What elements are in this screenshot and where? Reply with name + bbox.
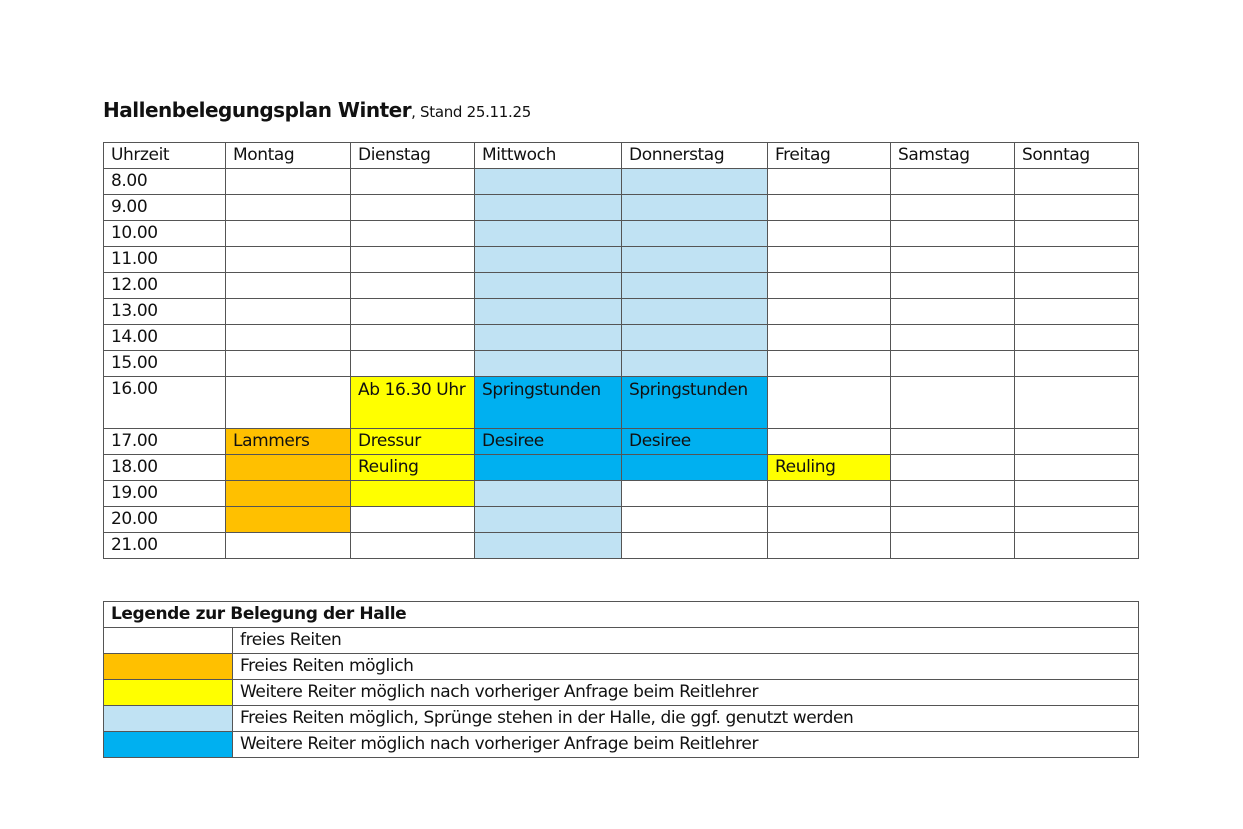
slot-donnerstag: [622, 455, 768, 481]
slot-montag: [226, 377, 351, 429]
slot-sonntag: [1015, 507, 1139, 533]
time-row: [104, 507, 1139, 533]
slot-donnerstag: [622, 221, 768, 247]
time-row: [104, 195, 1139, 221]
legend-row: [104, 732, 1139, 758]
slot-montag: [226, 351, 351, 377]
slot-samstag: [891, 351, 1015, 377]
slot-donnerstag: Springstunden: [622, 377, 768, 429]
slot-donnerstag: [622, 195, 768, 221]
time-label: 15.00: [104, 351, 226, 377]
header-sonntag: Sonntag: [1015, 143, 1139, 169]
slot-donnerstag: Desiree: [622, 429, 768, 455]
legend-swatch-yellow: [104, 680, 233, 706]
slot-mittwoch: [475, 351, 622, 377]
slot-sonntag: [1015, 195, 1139, 221]
slot-freitag: [768, 325, 891, 351]
time-label: 11.00: [104, 247, 226, 273]
slot-samstag: [891, 455, 1015, 481]
title-date: , Stand 25.11.25: [411, 103, 532, 121]
slot-dienstag: [351, 507, 475, 533]
slot-mittwoch: [475, 325, 622, 351]
page-title: [103, 98, 531, 122]
slot-freitag: [768, 273, 891, 299]
legend-swatch-white: [104, 628, 233, 654]
slot-freitag: [768, 481, 891, 507]
slot-donnerstag: [622, 533, 768, 559]
slot-sonntag: [1015, 299, 1139, 325]
slot-montag: [226, 273, 351, 299]
slot-samstag: [891, 221, 1015, 247]
slot-montag: [226, 299, 351, 325]
time-label: 20.00: [104, 507, 226, 533]
schedule-table: [103, 142, 1139, 559]
slot-mittwoch: Springstunden: [475, 377, 622, 429]
time-row: [104, 221, 1139, 247]
time-label: 21.00: [104, 533, 226, 559]
slot-dienstag: [351, 195, 475, 221]
slot-samstag: [891, 507, 1015, 533]
time-label: 14.00: [104, 325, 226, 351]
slot-mittwoch: [475, 533, 622, 559]
slot-donnerstag: [622, 481, 768, 507]
slot-montag: [226, 325, 351, 351]
slot-montag: [226, 195, 351, 221]
slot-mittwoch: [475, 455, 622, 481]
time-row: [104, 247, 1139, 273]
slot-samstag: [891, 195, 1015, 221]
slot-donnerstag: [622, 273, 768, 299]
slot-samstag: [891, 299, 1015, 325]
time-label: 12.00: [104, 273, 226, 299]
legend-label: Weitere Reiter möglich nach vorheriger Anfrage beim Reitlehrer: [233, 732, 1139, 758]
slot-dienstag: [351, 533, 475, 559]
time-label: 9.00: [104, 195, 226, 221]
slot-samstag: [891, 169, 1015, 195]
slot-mittwoch: [475, 481, 622, 507]
slot-dienstag: Ab 16.30 Uhr: [351, 377, 475, 429]
time-label: 17.00: [104, 429, 226, 455]
time-row: [104, 455, 1139, 481]
slot-sonntag: [1015, 325, 1139, 351]
slot-montag: [226, 247, 351, 273]
slot-donnerstag: [622, 169, 768, 195]
slot-sonntag: [1015, 481, 1139, 507]
legend-label: Freies Reiten möglich: [233, 654, 1139, 680]
slot-donnerstag: [622, 507, 768, 533]
title-main: Hallenbelegungsplan Winter: [103, 98, 412, 122]
time-label: 16.00: [104, 377, 226, 429]
time-row: [104, 377, 1139, 429]
slot-freitag: [768, 351, 891, 377]
slot-donnerstag: [622, 299, 768, 325]
slot-donnerstag: [622, 247, 768, 273]
slot-freitag: Reuling: [768, 455, 891, 481]
slot-montag: [226, 533, 351, 559]
header-mittwoch: Mittwoch: [475, 143, 622, 169]
slot-samstag: [891, 325, 1015, 351]
time-row: [104, 325, 1139, 351]
slot-sonntag: [1015, 273, 1139, 299]
slot-sonntag: [1015, 455, 1139, 481]
slot-dienstag: [351, 169, 475, 195]
slot-mittwoch: [475, 273, 622, 299]
legend-title: Legende zur Belegung der Halle: [104, 602, 1139, 628]
slot-sonntag: [1015, 533, 1139, 559]
legend-table: [103, 601, 1139, 758]
header-row: [104, 143, 1139, 169]
header-montag: Montag: [226, 143, 351, 169]
slot-dienstag: [351, 351, 475, 377]
slot-samstag: [891, 247, 1015, 273]
slot-freitag: [768, 507, 891, 533]
slot-dienstag: [351, 481, 475, 507]
slot-samstag: [891, 533, 1015, 559]
legend-row: [104, 706, 1139, 732]
slot-mittwoch: [475, 221, 622, 247]
legend-swatch-light-blue: [104, 706, 233, 732]
slot-freitag: [768, 247, 891, 273]
slot-montag: [226, 169, 351, 195]
slot-mittwoch: [475, 247, 622, 273]
legend-swatch-blue: [104, 732, 233, 758]
slot-sonntag: [1015, 429, 1139, 455]
slot-freitag: [768, 533, 891, 559]
header-dienstag: Dienstag: [351, 143, 475, 169]
slot-mittwoch: [475, 299, 622, 325]
time-label: 19.00: [104, 481, 226, 507]
slot-montag: [226, 221, 351, 247]
time-row: [104, 429, 1139, 455]
slot-dienstag: Dressur: [351, 429, 475, 455]
slot-montag: [226, 507, 351, 533]
slot-donnerstag: [622, 325, 768, 351]
slot-sonntag: [1015, 377, 1139, 429]
time-row: [104, 351, 1139, 377]
slot-sonntag: [1015, 221, 1139, 247]
time-label: 10.00: [104, 221, 226, 247]
time-label: 13.00: [104, 299, 226, 325]
slot-mittwoch: [475, 507, 622, 533]
header-uhrzeit: Uhrzeit: [104, 143, 226, 169]
slot-dienstag: [351, 221, 475, 247]
legend-row: [104, 654, 1139, 680]
legend-swatch-orange: [104, 654, 233, 680]
time-row: [104, 481, 1139, 507]
slot-samstag: [891, 273, 1015, 299]
slot-freitag: [768, 299, 891, 325]
slot-dienstag: [351, 273, 475, 299]
slot-sonntag: [1015, 247, 1139, 273]
slot-freitag: [768, 377, 891, 429]
slot-sonntag: [1015, 169, 1139, 195]
slot-montag: [226, 455, 351, 481]
slot-samstag: [891, 481, 1015, 507]
slot-samstag: [891, 429, 1015, 455]
legend-row: [104, 680, 1139, 706]
slot-mittwoch: Desiree: [475, 429, 622, 455]
legend-row: [104, 628, 1139, 654]
header-donnerstag: Donnerstag: [622, 143, 768, 169]
time-label: 8.00: [104, 169, 226, 195]
slot-dienstag: [351, 247, 475, 273]
time-row: [104, 169, 1139, 195]
slot-freitag: [768, 169, 891, 195]
slot-freitag: [768, 221, 891, 247]
slot-montag: Lammers: [226, 429, 351, 455]
slot-dienstag: [351, 325, 475, 351]
legend-label: Freies Reiten möglich, Sprünge stehen in der Halle, die ggf. genutzt werden: [233, 706, 1139, 732]
time-row: [104, 273, 1139, 299]
slot-montag: [226, 481, 351, 507]
slot-samstag: [891, 377, 1015, 429]
slot-freitag: [768, 195, 891, 221]
time-row: [104, 299, 1139, 325]
slot-dienstag: [351, 299, 475, 325]
slot-mittwoch: [475, 169, 622, 195]
slot-donnerstag: [622, 351, 768, 377]
legend-label: freies Reiten: [233, 628, 1139, 654]
header-freitag: Freitag: [768, 143, 891, 169]
slot-mittwoch: [475, 195, 622, 221]
legend-label: Weitere Reiter möglich nach vorheriger Anfrage beim Reitlehrer: [233, 680, 1139, 706]
header-samstag: Samstag: [891, 143, 1015, 169]
slot-dienstag: Reuling: [351, 455, 475, 481]
slot-sonntag: [1015, 351, 1139, 377]
time-row: [104, 533, 1139, 559]
slot-freitag: [768, 429, 891, 455]
time-label: 18.00: [104, 455, 226, 481]
